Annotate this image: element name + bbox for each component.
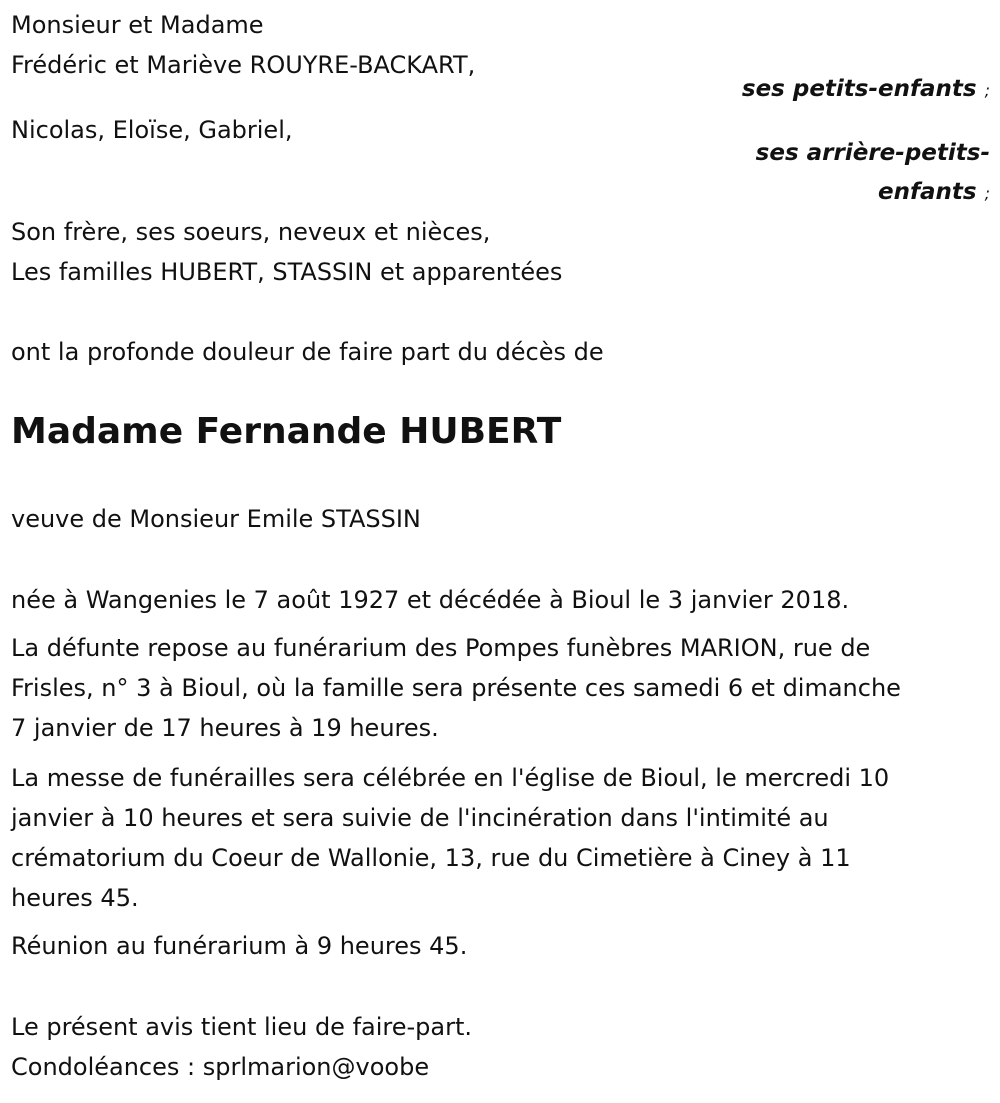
meeting-line: Réunion au funérarium à 9 heures 45. bbox=[11, 932, 468, 960]
role-great-grandchildren-line-2 bbox=[878, 172, 990, 214]
role-great-grandchildren-label: enfants bbox=[878, 179, 977, 205]
role-grandchildren bbox=[742, 69, 990, 111]
role-great-grandchildren-semicolon: ; bbox=[984, 184, 990, 203]
siblings-line: Son frère, ses soeurs, neveux et nièces, bbox=[11, 218, 491, 246]
repose-line-2: Frisles, n° 3 à Bioul, où la famille sera présente ces samedi 6 et dimanche bbox=[11, 674, 901, 702]
funeral-line-4: heures 45. bbox=[11, 884, 139, 912]
announcement-line: ont la profonde douleur de faire part du décès de bbox=[11, 338, 604, 366]
family-line-1: Monsieur et Madame bbox=[11, 11, 264, 39]
funeral-line-1: La messe de funérailles sera célébrée en l'église de Bioul, le mercredi 10 bbox=[11, 764, 890, 792]
families-line: Les familles HUBERT, STASSIN et apparentées bbox=[11, 258, 563, 286]
great-grandchildren-names: Nicolas, Eloïse, Gabriel, bbox=[11, 116, 293, 144]
role-grandchildren-semicolon: ; bbox=[984, 81, 990, 100]
role-great-grandchildren-line-1: ses arrière-petits- bbox=[755, 140, 990, 166]
role-grandchildren-label: ses petits-enfants bbox=[741, 76, 977, 102]
birth-death-line: née à Wangenies le 7 août 1927 et décédée à Bioul le 3 janvier 2018. bbox=[11, 586, 850, 614]
repose-line-3: 7 janvier de 17 heures à 19 heures. bbox=[11, 714, 439, 742]
notice-line: Le présent avis tient lieu de faire-part. bbox=[11, 1013, 473, 1041]
deceased-name: Madame Fernande HUBERT bbox=[11, 411, 562, 452]
repose-line-1: La défunte repose au funérarium des Pompes funèbres MARION, rue de bbox=[11, 634, 871, 662]
condolences-line: Condoléances : sprlmarion@voobe bbox=[11, 1053, 430, 1081]
funeral-line-3: crématorium du Coeur de Wallonie, 13, rue du Cimetière à Ciney à 11 bbox=[11, 844, 851, 872]
widow-of-line: veuve de Monsieur Emile STASSIN bbox=[11, 505, 421, 533]
funeral-line-2: janvier à 10 heures et sera suivie de l'incinération dans l'intimité au bbox=[11, 804, 829, 832]
family-line-2: Frédéric et Mariève ROUYRE-BACKART, bbox=[11, 51, 476, 79]
